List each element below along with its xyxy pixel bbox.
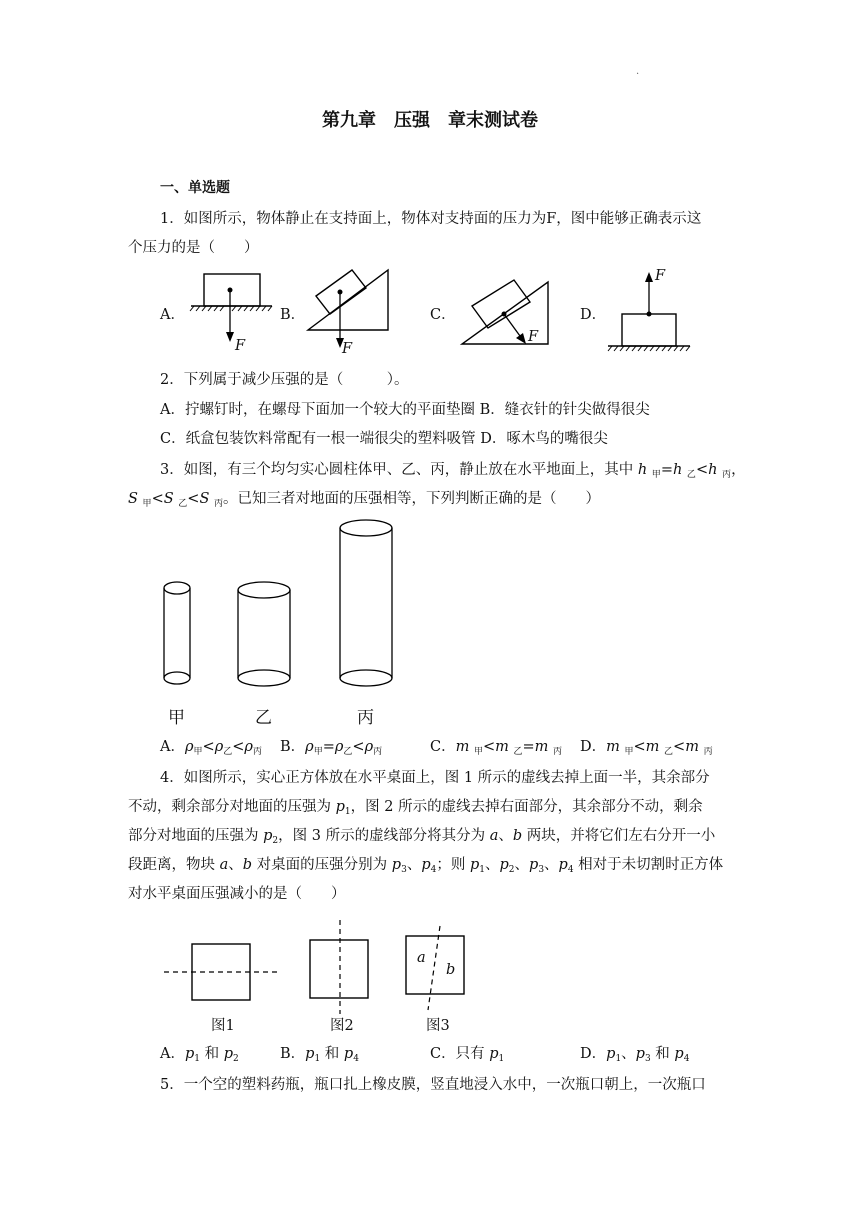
q2-options-row1: A．拧螺钉时，在螺母下面加一个较大的平面垫圈 B．缝衣针的针尖做得很尖 [160, 402, 650, 418]
q1-option-a-label: A． [160, 307, 185, 323]
q4-piece-b: b [446, 962, 456, 978]
q1-figure-d-force-label: F [655, 268, 666, 284]
q1-stem-line1: 1．如图所示，物体静止在支持面上，物体对支持面的压力为F，图中能够正确表示这 [160, 211, 702, 227]
q1-figure-c [460, 278, 560, 358]
q1-option-c-label: C． [430, 307, 456, 323]
q4-stem-line3: 部分对地面的压强为 $p_2$，图 3 所示的虚线部分将其分为 a、b 两块，并将它们左右分开一小 [128, 828, 716, 846]
q4-stem-line5: 对水平桌面压强减小的是（ ） [128, 886, 346, 902]
q1-figure-a [188, 268, 278, 358]
q4-fig2-label: 图2 [330, 1018, 354, 1034]
q3-label-bing: 丙 [357, 708, 374, 728]
q3-option-a: A．$\rho_甲<\rho_乙<\rho_丙$ [160, 739, 262, 757]
q2-stem: 2．下列属于减少压强的是（ ）。 [160, 372, 409, 388]
q4-fig3-label: 图3 [426, 1018, 450, 1034]
q4-option-c: C．只有 $p_1$ [430, 1046, 505, 1064]
q1-figure-a-force-label: F [235, 338, 246, 354]
q3-option-d: D．m $_甲$<m $_乙$<m $_丙$ [580, 739, 713, 757]
page-title: 第九章 压强 章末测试卷 [322, 110, 538, 131]
q3-option-b: B．$\rho_甲=\rho_乙<\rho_丙$ [280, 739, 383, 757]
q5-stem-line1: 5．一个空的塑料药瓶，瓶口扎上橡皮膜，竖直地浸入水中，一次瓶口朝上，一次瓶口 [160, 1077, 706, 1093]
q3-cylinders-figure [160, 518, 400, 690]
q3-label-jia: 甲 [168, 708, 185, 728]
q1-figure-c-force-label: F [528, 329, 539, 345]
q1-option-b-label: B． [280, 307, 306, 323]
q1-option-d-label: D． [580, 307, 607, 323]
q3-stem-line1: 3．如图，有三个均匀实心圆柱体甲、乙、丙，静止放在水平地面上，其中 h $_甲$=h $_乙$<h $_丙$， [160, 462, 746, 480]
q4-stem-line4: 段距离，物块 a、b 对桌面的压强分别为 $p_3$、$p_4$；则 $p_1$、$p_2$、$p_3$、$p_4$ 相对于未切割时正方体 [128, 857, 724, 875]
q3-option-c: C．m $_甲$<m $_乙$=m $_丙$ [430, 739, 563, 757]
q1-figure-b-force-label: F [342, 341, 353, 357]
q3-label-yi: 乙 [255, 708, 272, 728]
q4-fig1-label: 图1 [211, 1018, 235, 1034]
q4-option-a: A．$p_1$ 和 $p_2$ [160, 1046, 239, 1064]
q1-figure-d [606, 268, 696, 358]
q4-piece-a: a [417, 950, 426, 966]
q3-stem-line2: S $_甲$<S $_乙$<S $_丙$。已知三者对地面的压强相等，下列判断正确的是（ ） [128, 491, 600, 509]
q4-option-b: B．$p_1$ 和 $p_4$ [280, 1046, 359, 1064]
section-heading: 一、单选题 [160, 180, 230, 196]
q4-option-d: D．$p_1$、$p_3$ 和 $p_4$ [580, 1046, 690, 1064]
q4-figures [160, 920, 480, 1020]
q1-stem-line2: 个压力的是（ ） [128, 240, 259, 256]
q4-stem-line2: 不动，剩余部分对地面的压强为 $p_1$，图 2 所示的虚线去掉右面部分，其余部分不动，剩余 [128, 799, 703, 817]
q4-stem-line1: 4．如图所示，实心正方体放在水平桌面上，图 1 所示的虚线去掉上面一半，其余部分 [160, 770, 710, 786]
q2-options-row2: C．纸盒包装饮料常配有一根一端很尖的塑料吸管 D．啄木鸟的嘴很尖 [160, 431, 608, 447]
header-mark: . [636, 66, 640, 77]
